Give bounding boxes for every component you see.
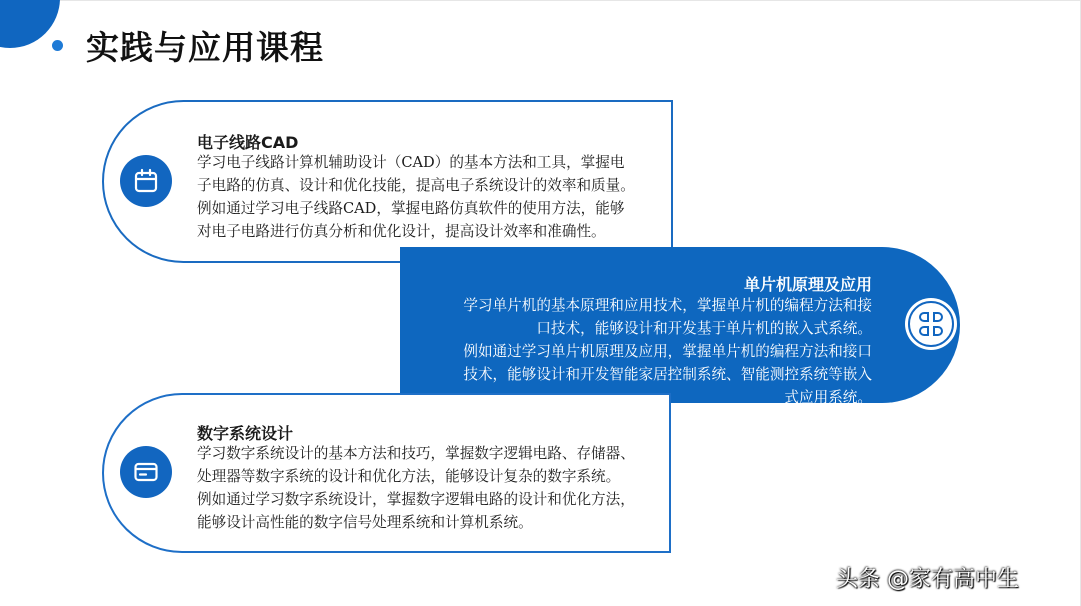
course-line: 能够设计高性能的数字信号处理系统和计算机系统。 [197, 514, 533, 531]
calendar-icon [132, 167, 160, 195]
course-line: 学习单片机的基本原理和应用技术，掌握单片机的编程方法和接 [463, 297, 872, 314]
course-icon-mcu [905, 298, 957, 350]
course-icon-cad [120, 155, 172, 207]
course-line: 学习电子线路计算机辅助设计（CAD）的基本方法和工具，掌握电 [197, 154, 625, 171]
slide-top-border [0, 0, 1081, 1]
course-description [420, 294, 872, 409]
course-line: 例如通过学习单片机原理及应用，掌握单片机的编程方法和接口 [463, 343, 872, 360]
course-title: 单片机原理及应用 [743, 275, 872, 294]
card-icon [132, 458, 160, 486]
course-line: 口技术，能够设计和开发基于单片机的嵌入式系统。 [536, 320, 872, 337]
course-line: 例如通过学习数字系统设计，掌握数字逻辑电路的设计和优化方法， [197, 491, 635, 508]
course-line: 对电子电路进行仿真分析和优化设计，提高设计效率和准确性。 [197, 223, 606, 240]
clover-grid-icon [917, 310, 945, 338]
course-title: 电子线路CAD [197, 133, 299, 152]
corner-decoration [0, 0, 60, 48]
watermark-text: 头条 @家有高中生 [836, 567, 1019, 592]
slide-title: 实践与应用课程 [86, 28, 324, 67]
course-line: 学习数字系统设计的基本方法和技巧，掌握数字逻辑电路、存储器、 [197, 445, 635, 462]
course-line: 例如通过学习电子线路CAD，掌握电路仿真软件的使用方法，能够 [197, 200, 625, 217]
course-line: 处理器等数字系统的设计和优化方法，能够设计复杂的数字系统。 [197, 468, 621, 485]
course-line: 技术，能够设计和开发智能家居控制系统、智能测控系统等嵌入 [463, 366, 872, 383]
title-bullet-dot [52, 40, 63, 51]
course-description [197, 442, 667, 534]
course-icon-digital [120, 446, 172, 498]
course-description [197, 151, 667, 243]
course-line: 式应用系统。 [784, 389, 872, 406]
course-title: 数字系统设计 [197, 424, 294, 443]
course-line: 子电路的仿真、设计和优化技能，提高电子系统设计的效率和质量。 [197, 177, 635, 194]
